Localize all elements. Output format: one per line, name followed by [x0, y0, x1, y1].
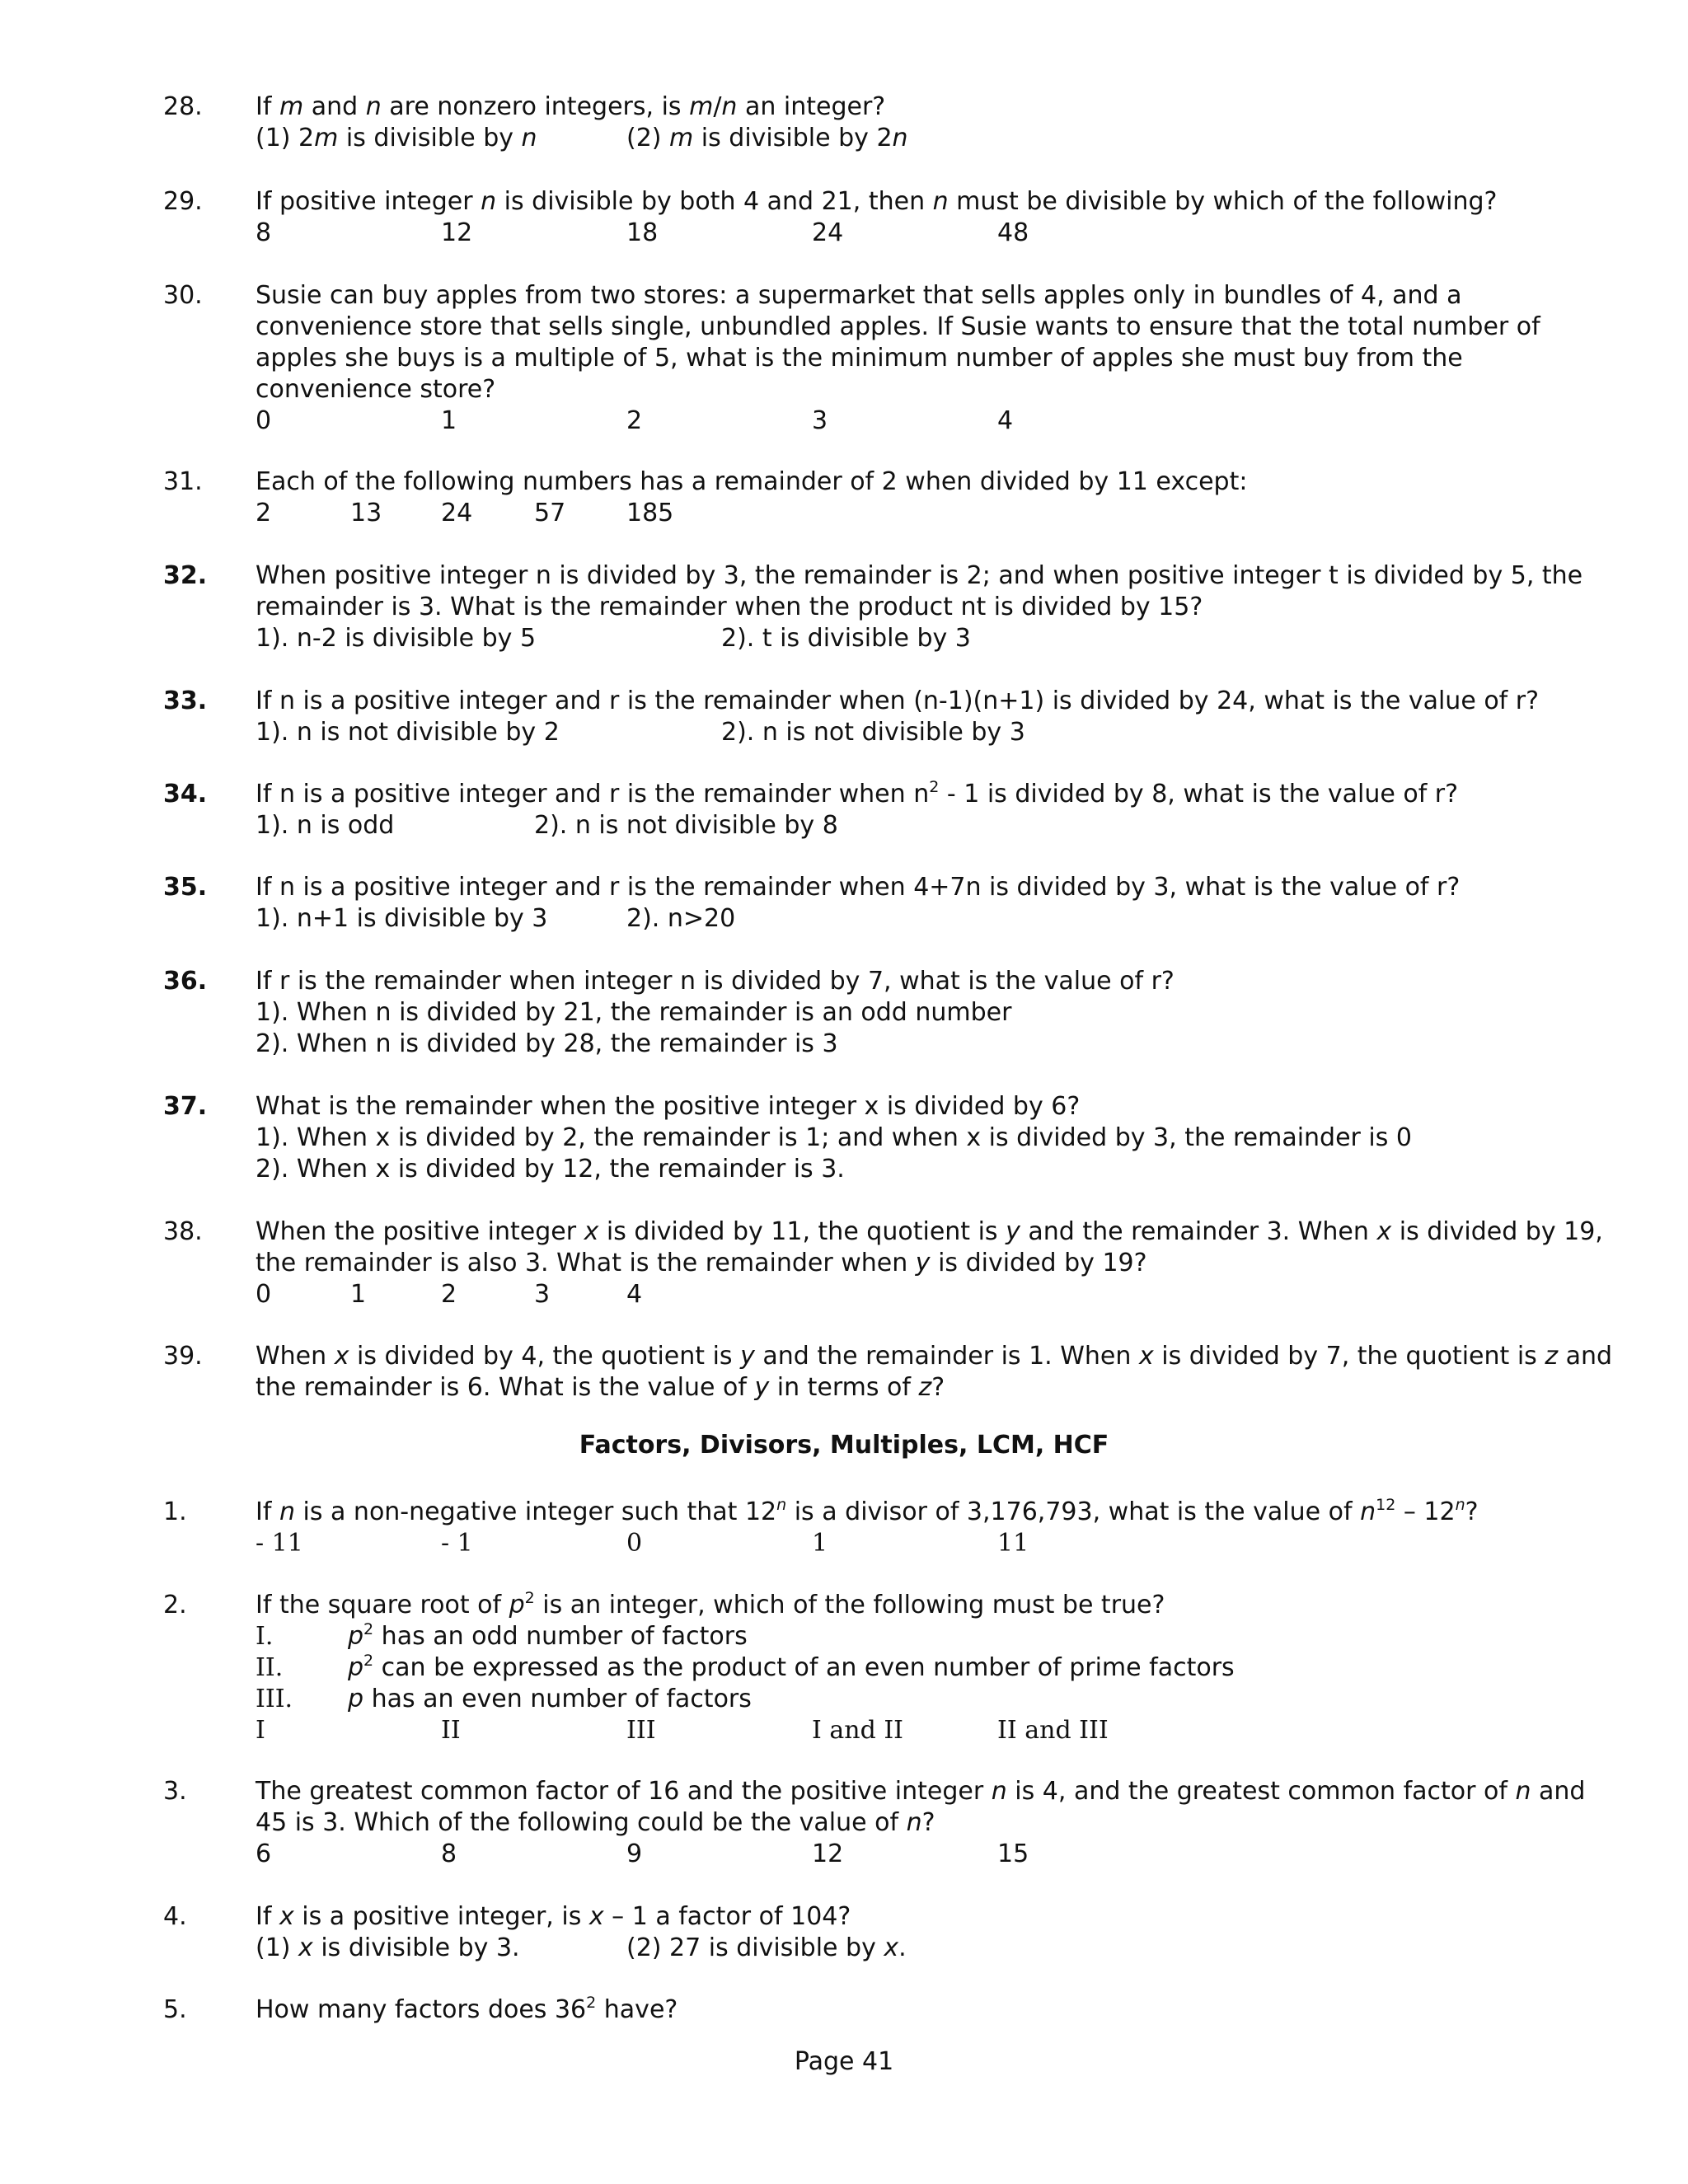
statement-2: (2) m is divisible by 2n	[626, 124, 908, 152]
answer-option: 4	[626, 1280, 643, 1309]
question-number: 5.	[163, 1995, 187, 2024]
question-text: remainder is 3. What is the remainder when the product nt is divided by 15?	[256, 593, 1203, 621]
answer-option: 4	[997, 406, 1014, 435]
answer-option: 0	[626, 1529, 643, 1558]
answer-option: 24	[441, 499, 473, 527]
answer-option: 24	[812, 218, 844, 247]
answer-option: II	[441, 1716, 461, 1745]
roman-statement-3: III. p has an even number of factors	[256, 1685, 752, 1713]
question-number: 32.	[163, 561, 208, 590]
statement-1: 1). When x is divided by 2, the remainder is 1; and when x is divided by 3, the remainder is 0	[256, 1123, 1413, 1152]
question-text: When the positive integer x is divided by 11, the quotient is y and the remainder 3. When x is divided by 19,	[256, 1217, 1603, 1246]
statement-1: 1). n+1 is divisible by 3	[256, 904, 548, 933]
statement-2: 2). When x is divided by 12, the remainder is 3.	[256, 1155, 845, 1183]
answer-option: I and II	[812, 1716, 904, 1745]
statement-1: 1). When n is divided by 21, the remainder is an odd number	[256, 998, 1012, 1027]
statement-2: (2) 27 is divisible by x.	[626, 1933, 907, 1962]
answer-option: 9	[626, 1840, 643, 1868]
answer-option: I	[256, 1716, 265, 1745]
question-text: Susie can buy apples from two stores: a supermarket that sells apples only in bundles of 4, and a	[256, 281, 1462, 310]
question-text: If n is a positive integer and r is the remainder when 4+7n is divided by 3, what is the value of r?	[256, 873, 1461, 902]
question-number: 31.	[163, 467, 203, 496]
answer-option: 1	[350, 1280, 367, 1309]
question-number: 39.	[163, 1342, 203, 1371]
answer-option: 3	[812, 406, 828, 435]
question-text: When x is divided by 4, the quotient is y and the remainder is 1. When x is divided by 7, the quotient is z and	[256, 1342, 1613, 1371]
answer-option: 6	[256, 1840, 272, 1868]
page-number: Page 41	[794, 2047, 894, 2076]
answer-option: 57	[534, 499, 566, 527]
answer-option: 1	[441, 406, 457, 435]
question-text: If n is a non-negative integer such that 12$^n$ is a divisor of 3,176,793, what is the value of $n^{12} - 12^n$?	[256, 1496, 1479, 1526]
question-text: convenience store that sells single, unbundled apples. If Susie wants to ensure that the total number of	[256, 312, 1540, 341]
answer-option: II and III	[997, 1716, 1109, 1745]
answer-option: III	[626, 1716, 656, 1745]
answer-option: - 11	[256, 1529, 303, 1558]
statement-1: (1) x is divisible by 3.	[256, 1933, 520, 1962]
question-number: 33.	[163, 687, 208, 715]
answer-option: 12	[441, 218, 473, 247]
answer-option: 2	[256, 499, 272, 527]
roman-statement-2: II. $p^2$ can be expressed as the product of an even number of prime factors	[256, 1652, 1235, 1682]
answer-option: 1	[812, 1529, 828, 1558]
statement-2: 2). When n is divided by 28, the remainder is 3	[256, 1029, 838, 1058]
statement-1: 1). n is not divisible by 2	[256, 718, 560, 747]
question-number: 36.	[163, 967, 208, 996]
question-text: The greatest common factor of 16 and the positive integer n is 4, and the greatest common factor of n and	[256, 1777, 1586, 1806]
answer-option: 3	[534, 1280, 551, 1309]
question-text: If n is a positive integer and r is the remainder when $n^2 - 1$ is divided by 8, what is the value of r?	[256, 778, 1459, 808]
question-text: the remainder is 6. What is the value of y in terms of z?	[256, 1373, 945, 1402]
question-number: 35.	[163, 873, 208, 902]
roman-statement-1: I. $p^2$ has an odd number of factors	[256, 1620, 748, 1651]
statement-2: 2). t is divisible by 3	[721, 624, 971, 653]
statement-1: 1). n-2 is divisible by 5	[256, 624, 537, 653]
answer-option: 11	[997, 1529, 1029, 1558]
question-number: 4.	[163, 1902, 187, 1931]
question-number: 30.	[163, 281, 203, 310]
question-text: Each of the following numbers has a remainder of 2 when divided by 11 except:	[256, 467, 1248, 496]
statement-1: 1). n is odd	[256, 811, 395, 840]
section-heading: Factors, Divisors, Multiples, LCM, HCF	[579, 1431, 1109, 1460]
answer-option: 12	[812, 1840, 844, 1868]
answer-option: 2	[626, 406, 643, 435]
question-text: If m and n are nonzero integers, is m/n an integer?	[256, 92, 886, 121]
answer-option: 15	[997, 1840, 1029, 1868]
answer-option: 0	[256, 406, 272, 435]
answer-option: 8	[441, 1840, 457, 1868]
statement-2: 2). n>20	[626, 904, 736, 933]
question-text: convenience store?	[256, 375, 496, 404]
question-text: What is the remainder when the positive integer x is divided by 6?	[256, 1092, 1081, 1121]
question-text: If the square root of $p^2$ is an integer, which of the following must be true?	[256, 1589, 1165, 1619]
answer-option: 0	[256, 1280, 272, 1309]
question-text: apples she buys is a multiple of 5, what is the minimum number of apples she must buy from the	[256, 344, 1463, 373]
question-number: 29.	[163, 187, 203, 216]
answer-option: 13	[350, 499, 382, 527]
answer-option: 18	[626, 218, 659, 247]
question-text: the remainder is also 3. What is the remainder when y is divided by 19?	[256, 1249, 1147, 1277]
answer-option: 48	[997, 218, 1029, 247]
question-number: 37.	[163, 1092, 208, 1121]
question-number: 1.	[163, 1497, 187, 1526]
question-text: If n is a positive integer and r is the remainder when (n-1)(n+1) is divided by 24, what is the value of r?	[256, 687, 1540, 715]
question-number: 38.	[163, 1217, 203, 1246]
statement-2: 2). n is not divisible by 3	[721, 718, 1025, 747]
answer-option: 8	[256, 218, 272, 247]
question-number: 3.	[163, 1777, 187, 1806]
answer-option: 185	[626, 499, 674, 527]
question-number: 2.	[163, 1591, 187, 1619]
question-text: If x is a positive integer, is x – 1 a factor of 104?	[256, 1902, 851, 1931]
question-number: 28.	[163, 92, 203, 121]
question-text: If positive integer n is divisible by both 4 and 21, then n must be divisible by which of the following?	[256, 187, 1498, 216]
question-number: 34.	[163, 780, 208, 808]
question-text: When positive integer n is divided by 3, the remainder is 2; and when positive integer t is divided by 5, the	[256, 561, 1583, 590]
answer-option: - 1	[441, 1529, 473, 1558]
question-text: If r is the remainder when integer n is divided by 7, what is the value of r?	[256, 967, 1175, 996]
statement-2: 2). n is not divisible by 8	[534, 811, 838, 840]
answer-option: 2	[441, 1280, 457, 1309]
statement-1: (1) 2m is divisible by n	[256, 124, 537, 152]
question-text: How many factors does $36^2$ have?	[256, 1994, 678, 2024]
question-text: 45 is 3. Which of the following could be the value of n?	[256, 1808, 935, 1837]
